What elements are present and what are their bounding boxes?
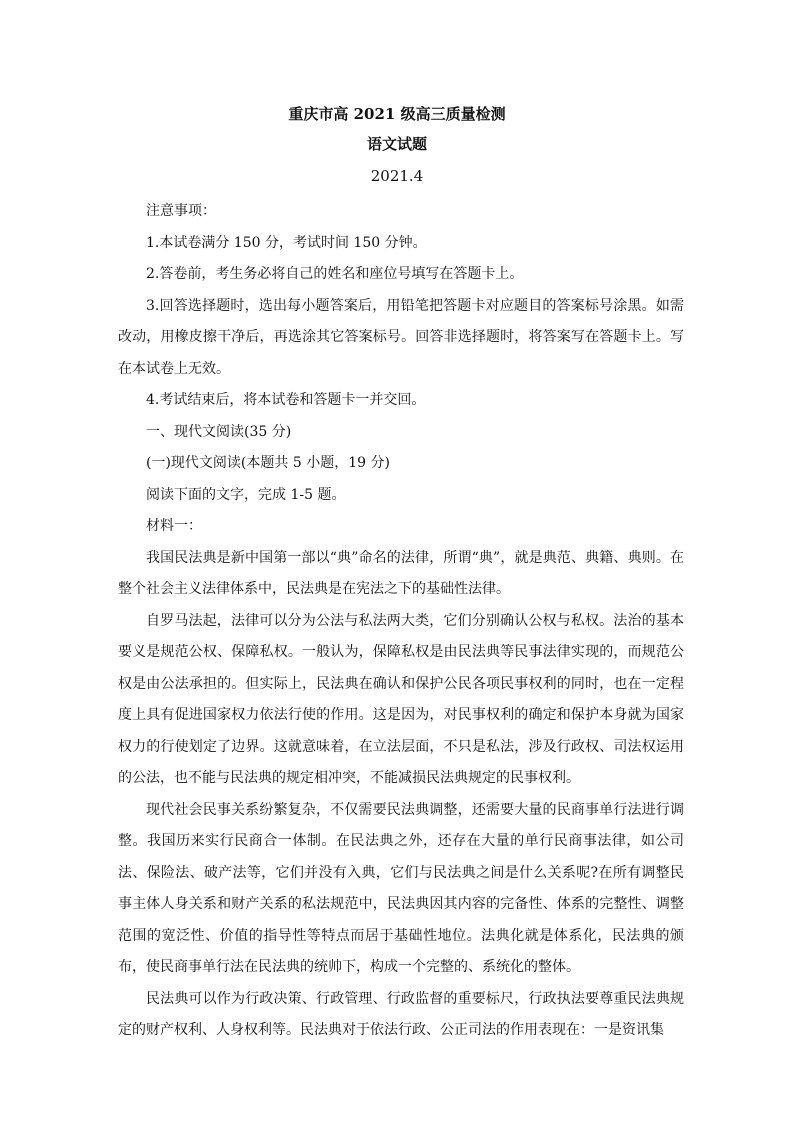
exam-date: 2021.4	[370, 167, 424, 185]
material-paragraph-4: 民法典可以作为行政决策、行政管理、行政监督的重要标尺，行政执法要尊重民法典规定的财产权利、人身权利等。民法典对于依法行政、公正司法的作用表现在：一是资讯集	[118, 990, 684, 1038]
notice-item-1: 1.本试卷满分 150 分，考试时间 150 分钟。	[146, 234, 427, 251]
section-heading: 一、现代文阅读(35 分)	[146, 423, 292, 440]
exam-title: 重庆市高 2021 级高三质量检测	[288, 105, 506, 123]
material-paragraph-1: 我国民法典是新中国第一部以“典”命名的法律，所谓“典”，就是典范、典籍、典则。在整个社会主义法律体系中，民法典是在宪法之下的基础性法律。	[118, 549, 684, 597]
exam-body	[118, 196, 684, 1047]
material-paragraph-2: 自罗马法起，法律可以分为公法与私法两大类，它们分别确认公权与私权。法治的基本要义是规范公权、保障私权。一般认为，保障私权是由民法典等民事法律实现的，而规范公权是由公法承担的。但实际上，民法典在确认和保护公民各项民事权利的同时，也在一定程度上具有促进国家权力依法行使的作用。这是因为，对民事权利的确定和保护本身就为国家权力的行使划定了边界。这就意味着，在立法层面，不只是私法，涉及行政权、司法权运用的公法，也不能与民法典的规定相冲突，不能减损民法典规定的民事权利。	[118, 612, 684, 786]
material-label: 材料一：	[146, 518, 202, 534]
exam-subtitle: 语文试题	[366, 135, 427, 153]
notice-item-3: 3.回答选择题时，选出每小题答案后，用铅笔把答题卡对应题目的答案标号涂黑。如需改动，用橡皮擦干净后，再选涂其它答案标号。回答非选择题时，将答案写在答题卡上。写在本试卷上无效。	[118, 297, 684, 377]
subsection-heading: (一)现代文阅读(本题共 5 小题，19 分)	[146, 455, 390, 471]
notice-item-2: 2.答卷前，考生务必将自己的姓名和座位号填写在答题卡上。	[146, 266, 524, 282]
notice-item-4: 4.考试结束后，将本试卷和答题卡一并交回。	[146, 392, 426, 408]
material-paragraph-3: 现代社会民事关系纷繁复杂，不仅需要民法典调整，还需要大量的民商事单行法进行调整。我国历来实行民商合一体制。在民法典之外，还存在大量的单行民商事法律，如公司法、保险法、破产法等，它们并没有入典，它们与民法典之间是什么关系呢?在所有调整民事主体人身关系和财产关系的私法规范中，民法典因其内容的完备性、体系的完整性、调整范围的宽泛性、价值的指导性等特点而居于基础性地位。法典化就是体系化，民法典的颁布，使民商事单行法在民法典的统帅下，构成一个完整的、系统化的整体。	[118, 801, 684, 975]
reading-instruction: 阅读下面的文字，完成 1-5 题。	[146, 486, 346, 503]
notice-heading: 注意事项：	[146, 203, 216, 219]
